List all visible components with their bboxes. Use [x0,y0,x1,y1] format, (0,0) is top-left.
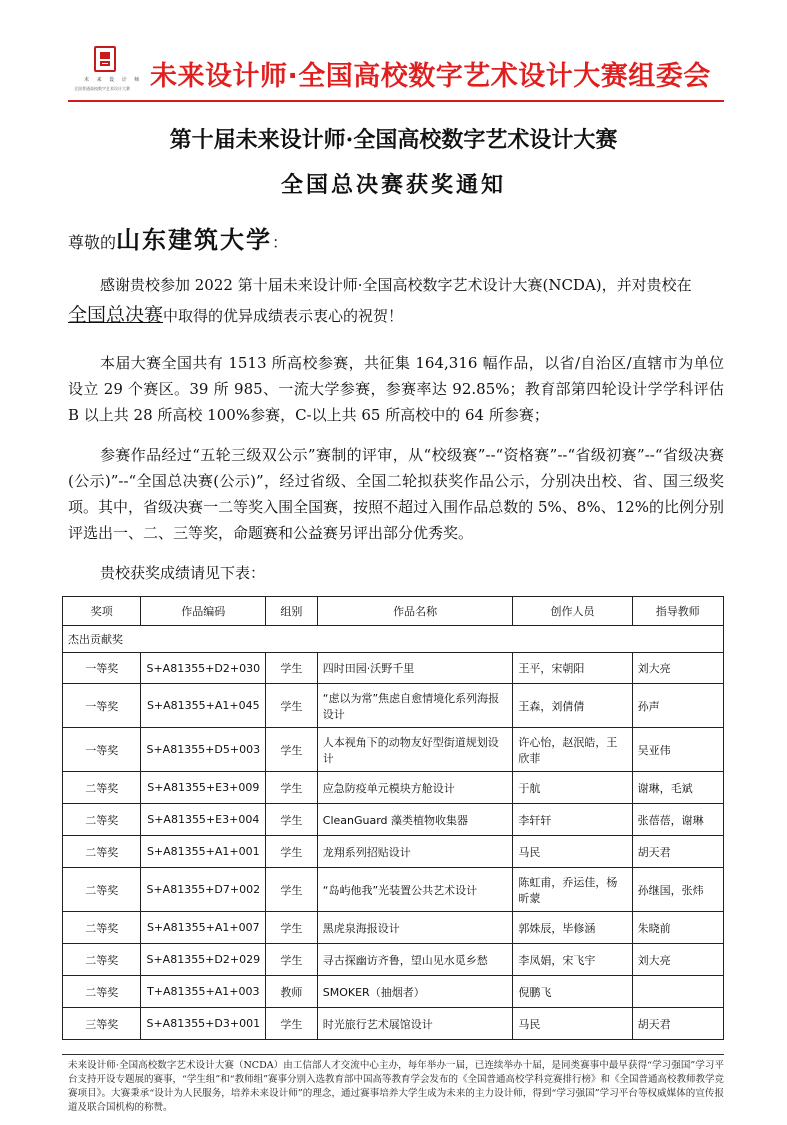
cell-award: 一等奖 [63,684,141,728]
table-row [63,868,724,912]
footer-divider [62,1054,724,1055]
cell-award: 一等奖 [63,728,141,772]
cell-advisors: 孙继国，张炜 [632,868,723,912]
cell-creators: 于航 [513,772,632,804]
special-award: 杰出贡献奖 [63,626,724,653]
cell-title: CleanGuard 藻类植物收集器 [317,804,513,836]
cell-award: 三等奖 [63,1008,141,1040]
logo-subtext: 全国普通高校数字艺术设计大赛 [74,86,130,91]
cell-advisors: 刘大亮 [632,653,723,684]
cell-group: 学生 [266,804,318,836]
organizer-logo [58,44,143,102]
cell-advisors: 胡天君 [632,1008,723,1040]
organizer-title: 未来设计师·全国高校数字艺术设计大赛组委会 [150,61,711,92]
cell-creators: 许心怡，赵泯皓，王欣菲 [513,728,632,772]
cell-award: 二等奖 [63,912,141,944]
cell-advisors: 胡天君 [632,836,723,868]
paragraph-thanks: 感谢贵校参加 2022 第十届未来设计师·全国高校数字艺术设计大赛(NCDA)，并对贵校在 [100,276,692,294]
cell-group: 教师 [266,976,318,1008]
cell-title: 龙翔系列招贴设计 [317,836,513,868]
school-name: 山东建筑大学 [116,225,273,254]
cell-advisors: 吴亚伟 [632,728,723,772]
cell-award: 二等奖 [63,868,141,912]
header-code: 作品编码 [141,597,266,626]
cell-creators: 郭姝辰，毕修涵 [513,912,632,944]
cell-advisors: 张蓓蓓，谢琳 [632,804,723,836]
cell-code: S+A81355+D2+029 [141,944,266,976]
header-award: 奖项 [63,597,141,626]
table-row [63,653,724,684]
cell-creators: 李轩轩 [513,804,632,836]
cell-code: S+A81355+E3+009 [141,772,266,804]
cell-code: S+A81355+E3+004 [141,804,266,836]
cell-advisors: 刘大亮 [632,944,723,976]
cell-title: 黑虎泉海报设计 [317,912,513,944]
logo-mark-icon [94,46,116,72]
cell-title: “岛屿他我”光装置公共艺术设计 [317,868,513,912]
cell-creators: 王森，刘倩倩 [513,684,632,728]
cell-award: 二等奖 [63,772,141,804]
cell-advisors: 朱晓前 [632,912,723,944]
cell-code: T+A81355+A1+003 [141,976,266,1008]
cell-advisors [632,976,723,1008]
table-row [63,976,724,1008]
paragraph-table-intro: 贵校获奖成绩请见下表： [100,564,266,582]
table-row [63,944,724,976]
cell-award: 一等奖 [63,653,141,684]
cell-title: 应急防疫单元模块方舱设计 [317,772,513,804]
table-row [63,772,724,804]
table-row [63,836,724,868]
cell-award: 二等奖 [63,976,141,1008]
cell-creators: 马民 [513,836,632,868]
document-subtitle: 全国总决赛获奖通知 [280,172,506,198]
cell-group: 学生 [266,1008,318,1040]
awards-table [62,596,724,1040]
cell-code: S+A81355+A1+001 [141,836,266,868]
cell-group: 学生 [266,868,318,912]
cell-code: S+A81355+A1+045 [141,684,266,728]
cell-title: “虑以为常”焦虑自愈情境化系列海报设计 [317,684,513,728]
table-row [63,1008,724,1040]
cell-group: 学生 [266,912,318,944]
cell-group: 学生 [266,772,318,804]
paragraph-award-level [68,302,724,329]
table-row-special [63,626,724,653]
cell-group: 学生 [266,684,318,728]
cell-creators: 王平，宋朝阳 [513,653,632,684]
logo-text: 未 来 设 计 师 [84,77,143,83]
paragraph-statistics: 本届大赛全国共有 1513 所高校参赛，共征集 164,316 幅作品，以省/自治区/直辖市为单位设立 29 个赛区。39 所 985、一流大学参赛，参赛率达 92.85%；教育部第四轮设计学学科评估 B 以上共 28 所高校 100%参赛，C-以上共 65 所高校中的 64 所参赛； [68,354,724,424]
header-title: 作品名称 [317,597,513,626]
table-row [63,804,724,836]
salutation-suffix: ： [272,233,289,252]
cell-group: 学生 [266,653,318,684]
cell-group: 学生 [266,836,318,868]
salutation-prefix: 尊敬的 [68,233,117,252]
cell-group: 学生 [266,944,318,976]
cell-title: SMOKER（抽烟者） [317,976,513,1008]
table-row [63,912,724,944]
header-group: 组别 [266,597,318,626]
table-header-row [63,597,724,626]
header-divider [68,100,724,102]
cell-award: 二等奖 [63,944,141,976]
cell-advisors: 谢琳，毛斌 [632,772,723,804]
cell-advisors: 孙声 [632,684,723,728]
cell-code: S+A81355+D7+002 [141,868,266,912]
award-level: 全国总决赛 [68,304,164,326]
document-title: 第十届未来设计师·全国高校数字艺术设计大赛 [169,127,618,153]
cell-creators: 陈虹甫，乔运佳，杨昕蒙 [513,868,632,912]
paragraph-process: 参赛作品经过“五轮三级双公示”赛制的评审，从“校级赛”--“资格赛”--“省级初赛”--“省级决赛(公示)”--“全国总决赛(公示)”，经过省级、全国二轮拟获奖作品公示，分别决出校、省、国三级奖项。其中，省级决赛一二等奖入围全国赛，按照不超过入围作品总数的 5%、8%、12%的比例分别评选出一、二、三等奖，命题赛和公益赛另评出部分优秀奖。 [68,446,724,542]
table-row [63,728,724,772]
cell-title: 四时田园·沃野千里 [317,653,513,684]
cell-title: 人本视角下的动物友好型街道规划设计 [317,728,513,772]
header-advisors: 指导教师 [632,597,723,626]
cell-code: S+A81355+D5+003 [141,728,266,772]
cell-code: S+A81355+A1+007 [141,912,266,944]
cell-group: 学生 [266,728,318,772]
salutation [68,220,288,255]
footer-note: 未来设计师·全国高校数字艺术设计大赛（NCDA）由工信部人才交流中心主办，每年举办一届，已连续举办十届，是同类赛事中最早获得“学习强国”学习平台支持开设专题展的赛事，“学生组”和“教师组”赛事分别入选教育部中国高等教育学会发布的《全国普通高校学科竞赛排行榜》和《全国普通高校教师教学竞赛项目》。大赛秉承“设计为人民服务，培养未来设计师”的理念，通过赛事培养大学生成为未来的主力设计师，得到“学习强国”学习平台等权威媒体的宣传报道及联合国机构的称赞。 [68,1060,724,1113]
cell-award: 二等奖 [63,836,141,868]
cell-creators: 马民 [513,1008,632,1040]
cell-title: 寻古探幽访齐鲁，望山见水觅乡愁 [317,944,513,976]
cell-code: S+A81355+D3+001 [141,1008,266,1040]
letterhead [0,0,787,104]
cell-award: 二等奖 [63,804,141,836]
cell-creators: 李凤娟，宋飞宇 [513,944,632,976]
table-row [63,684,724,728]
header-creators: 创作人员 [513,597,632,626]
cell-title: 时光旅行艺术展馆设计 [317,1008,513,1040]
paragraph-congrats: 中取得的优异成绩表示衷心的祝贺！ [163,307,404,325]
cell-code: S+A81355+D2+030 [141,653,266,684]
cell-creators: 倪鹏飞 [513,976,632,1008]
